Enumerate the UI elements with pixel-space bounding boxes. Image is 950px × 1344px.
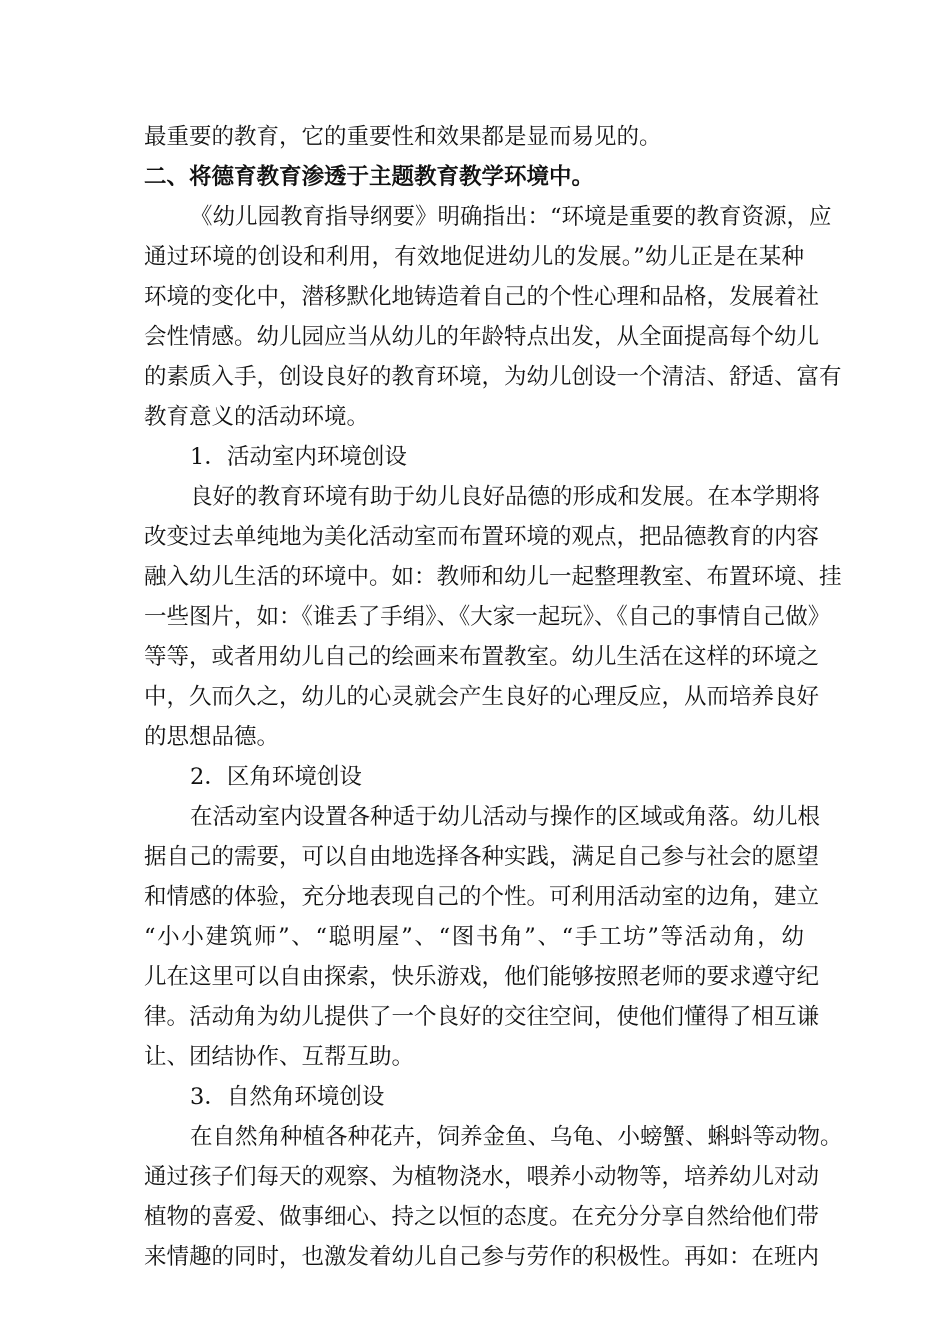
text-line: 儿在这里可以自由探索，快乐游戏，他们能够按照老师的要求遵守纪 [144,964,820,990]
text-line: 通过孩子们每天的观察、为植物浇水，喂养小动物等，培养幼儿对动 [144,1164,820,1190]
text-line: 最重要的教育，它的重要性和效果都是显而易见的。 [144,124,662,150]
text-line: 2．区角环境创设 [190,764,362,790]
text-line: 融入幼儿生活的环境中。如：教师和幼儿一起整理教室、布置环境、挂 [144,564,842,590]
document-body [144,117,843,1277]
text-line: 通过环境的创设和利用，有效地促进幼儿的发展。”幼儿正是在某种 [144,244,804,270]
text-line: 一些图片，如：《谁丢了手绢》、《大家一起玩》、《自己的事情自己做》 [144,604,831,630]
text-line: 3．自然角环境创设 [190,1084,385,1110]
text-line: 在活动室内设置各种适于幼儿活动与操作的区域或角落。幼儿根 [190,804,821,830]
text-line: 《幼儿园教育指导纲要》明确指出：“环境是重要的教育资源，应 [190,204,832,230]
text-line: 和情感的体验，充分地表现自己的个性。可利用活动室的边角，建立 [144,884,820,910]
text-line: 据自己的需要，可以自由地选择各种实践，满足自己参与社会的愿望 [144,844,820,870]
text-line: 让、团结协作、互帮互助。 [144,1044,415,1070]
text-line: 植物的喜爱、做事细心、持之以恒的态度。在充分分享自然给他们带 [144,1204,820,1230]
text-line: 中，久而久之，幼儿的心灵就会产生良好的心理反应，从而培养良好 [144,684,820,710]
text-line: 会性情感。幼儿园应当从幼儿的年龄特点出发，从全面提高每个幼儿 [144,324,820,350]
text-line: 环境的变化中，潜移默化地铸造着自己的个性心理和品格，发展着社 [144,284,820,310]
text-line: 1．活动室内环境创设 [190,444,407,470]
section-heading: 二、将德育教育渗透于主题教育教学环境中。 [144,164,595,190]
text-line: 教育意义的活动环境。 [144,404,370,430]
text-line: 等等，或者用幼儿自己的绘画来布置教室。幼儿生活在这样的环境之 [144,644,820,670]
text-line: 律。活动角为幼儿提供了一个良好的交往空间，使他们懂得了相互谦 [144,1004,820,1030]
text-line: 在自然角种植各种花卉，饲养金鱼、乌龟、小螃蟹、蝌蚪等动物。 [190,1124,843,1150]
text-line: 来情趣的同时，也激发着幼儿自己参与劳作的积极性。再如：在班内 [144,1244,820,1270]
text-line: 改变过去单纯地为美化活动室而布置环境的观点，把品德教育的内容 [144,524,820,550]
text-line: “小小建筑师”、“聪明屋”、“图书角”、“手工坊”等活动角，幼 [144,924,804,950]
text-line: 良好的教育环境有助于幼儿良好品德的形成和发展。在本学期将 [190,484,821,510]
text-line: 的思想品德。 [144,724,280,750]
text-line: 的素质入手，创设良好的教育环境，为幼儿创设一个清洁、舒适、富有 [144,364,842,390]
